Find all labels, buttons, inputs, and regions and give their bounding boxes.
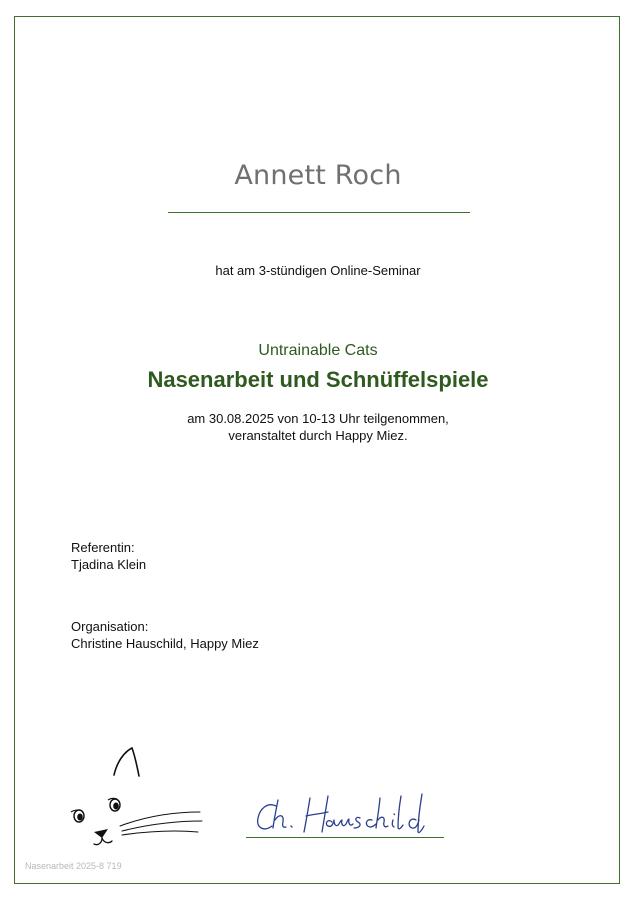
name-underline (168, 212, 470, 213)
reference-number: Nasenarbeit 2025-8 719 (25, 861, 122, 871)
organisation-label: Organisation: (71, 619, 149, 634)
cat-face-logo-icon (62, 742, 207, 852)
speaker-block (71, 539, 146, 573)
seminar-details-line-1: am 30.08.2025 von 10-13 Uhr teilgenommen, (187, 411, 449, 426)
speaker-label: Referentin: (71, 540, 135, 555)
seminar-title: Nasenarbeit und Schnüffelspiele (147, 367, 489, 392)
seminar-details-line-2: veranstaltet durch Happy Miez. (228, 428, 408, 443)
signature-line (246, 837, 444, 838)
organisation-block (71, 618, 259, 652)
signature (248, 792, 448, 840)
speaker-name: Tjadina Klein (71, 557, 147, 572)
seminar-series: Untrainable Cats (258, 342, 378, 359)
intro-text: hat am 3-stündigen Online-Seminar (215, 263, 421, 278)
organisation-value: Christine Hauschild, Happy Miez (71, 636, 259, 651)
recipient-name: Annett Roch (234, 160, 402, 191)
seminar-details (0, 410, 636, 444)
